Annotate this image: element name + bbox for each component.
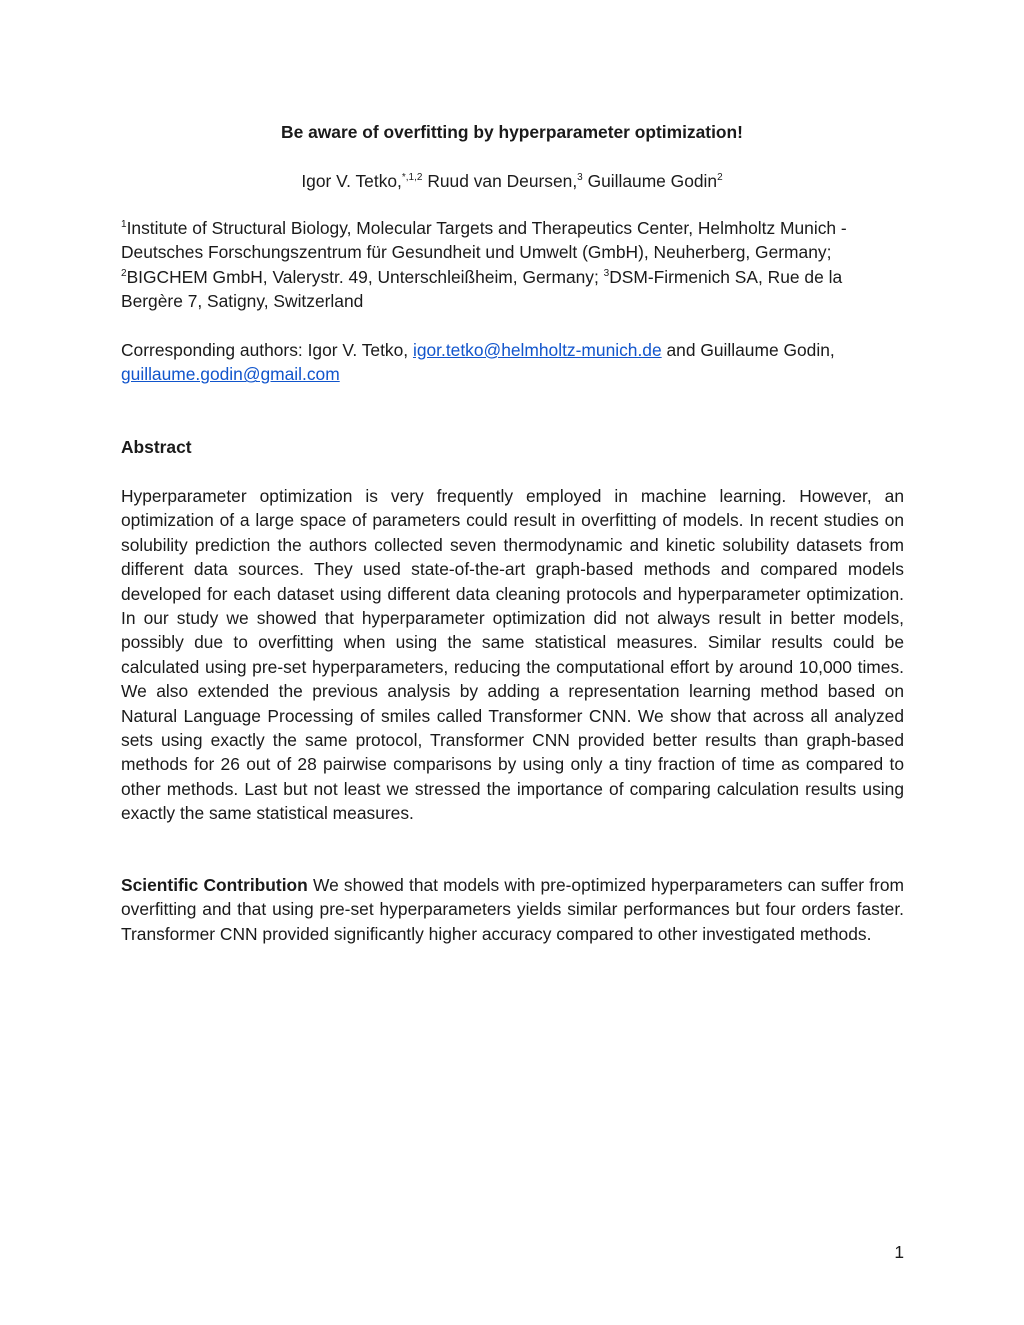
affiliation-text: Institute of Structural Biology, Molecular Targets and Therapeutics Center, Helmholtz Munich - Deutsches Forschungszentrum für Gesundheit und Umwelt (GmbH), Neuherberg, Germany; [121, 218, 847, 263]
page-number: 1 [894, 1242, 904, 1262]
abstract-body: Hyperparameter optimization is very frequently employed in machine learning. However, an optimization of a large space of parameters could result in overfitting of models. In recent studies on solubility prediction the authors collected seven thermodynamic and kinetic solubility datasets from different data sources. They used state-of-the-art graph-based methods and compared models developed for each dataset using different data cleaning protocols and hyperparameter optimization. In our study we showed that hyperparameter optimization did not always result in better models, possibly due to overfitting when using the same statistical measures. Similar results could be calculated using pre-set hyperparameters, reducing the computational effort by around 10,000 times. We also extended the previous analysis by adding a representation learning method based on Natural Language Processing of smiles called Transformer CNN. We show that across all analyzed sets using exactly the same protocol, Transformer CNN provided better results than graph-based methods for 26 out of 28 pairwise comparisons by using only a tiny fraction of time as compared to other methods. Last but not least we stressed the importance of comparing calculation results using exactly the same statistical measures. [121, 486, 904, 824]
affiliation-marker: 3 [603, 267, 610, 279]
email-link-godin[interactable]: guillaume.godin@gmail.com [121, 364, 340, 385]
author-name: Igor V. Tetko, [301, 171, 402, 191]
affiliations [121, 216, 904, 314]
email-link-tetko[interactable]: igor.tetko@helmholtz-munich.de [412, 340, 662, 360]
author-list [0, 170, 1024, 192]
author-affiliation-marker: 3 [577, 172, 583, 183]
paper-title: Be aware of overfitting by hyperparameter optimization! [281, 122, 743, 142]
author-name: Ruud van Deursen, [427, 171, 578, 191]
corresponding-prefix: Corresponding authors: Igor V. Tetko, [121, 340, 413, 360]
author-affiliation-marker: 2 [717, 172, 723, 183]
affiliation-text: BIGCHEM GmbH, Valerystr. 49, Unterschleißheim, Germany; [126, 266, 604, 287]
abstract-heading: Abstract [121, 437, 192, 457]
corresponding-authors [121, 338, 904, 387]
scientific-contribution-label: Scientific Contribution [121, 875, 308, 895]
affiliation-marker: 1 [121, 219, 127, 230]
author-name: Guillaume Godin [587, 171, 718, 191]
affiliation-marker: 2 [121, 267, 127, 279]
author-affiliation-marker: *,1,2 [401, 172, 423, 183]
scientific-contribution [121, 873, 904, 946]
scientific-contribution-text: We showed that models with pre-optimized hyperparameters can suffer from overfitting and that using pre-set hyperparameters yields similar performances but four orders faster. Transformer CNN provided significantly higher accuracy compared to other investigated methods. [121, 875, 904, 944]
affiliation-text: DSM-Firmenich SA, Rue de la Bergère 7, Satigny, Switzerland [121, 266, 843, 312]
corresponding-middle: and Guillaume Godin, [661, 340, 835, 360]
